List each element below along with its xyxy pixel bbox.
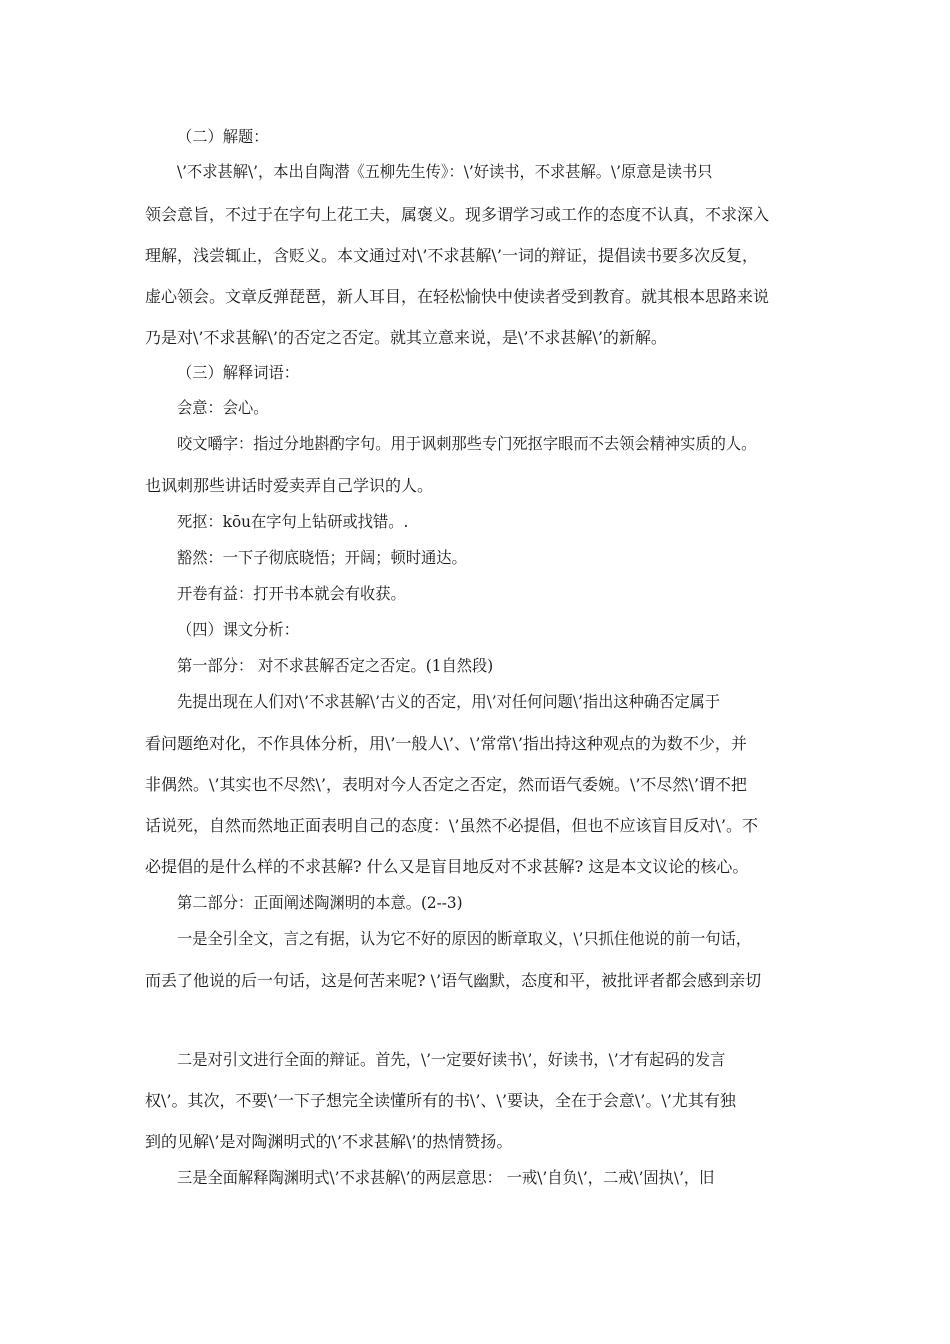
paragraph-line: 第一部分： 对不求甚解否定之否定。(1自然段): [177, 656, 494, 675]
paragraph-line: 虚心领会。文章反弹琵琶，新人耳目，在轻松愉快中使读者受到教育。就其根本思路来说: [145, 287, 770, 306]
paragraph-line: 必提倡的是什么样的不求甚解? 什么又是盲目地反对不求甚解? 这是本文议论的核心。: [145, 857, 749, 876]
paragraph-line: 领会意旨，不过于在字句上花工夫，属褒义。现多谓学习或工作的态度不认真，不求深入: [145, 205, 770, 224]
paragraph-line: 而丢了他说的后一句话，这是何苦来呢? \’语气幽默，态度和平，被批评者都会感到亲切: [145, 971, 762, 990]
heading-jieti: （二）解题：: [177, 127, 269, 146]
paragraph-line: 会意：会心。: [177, 398, 269, 417]
paragraph-line: 话说死，自然而然地正面表明自己的态度：\’虽然不必提倡，但也不应该盲目反对\’。不: [145, 816, 758, 835]
paragraph-line: 看问题绝对化，不作具体分析，用\’一般人\’、\’常常\’指出持这种观点的为数不少，并: [145, 734, 747, 753]
paragraph-line: 先提出现在人们对\’不求甚解\’古义的否定，用\’对任何问题\’指出这种确否定属于: [177, 692, 721, 711]
paragraph-line: 一是全引全文，言之有据，认为它不好的原因的断章取义，\’只抓住他说的前一句话，: [177, 929, 752, 948]
paragraph-line: 第二部分：正面阐述陶渊明的本意。(2--3): [177, 893, 463, 912]
paragraph-line: 死抠：kōu在字句上钻研或找错。.: [177, 512, 409, 531]
paragraph-line: 理解，浅尝辄止，含贬义。本文通过对\’不求甚解\’一词的辩证，提倡读书要多次反复，: [145, 246, 758, 265]
paragraph-line: 到的见解\’是对陶渊明式的\’不求甚解\’的热情赞扬。: [145, 1132, 513, 1151]
paragraph-line: 三是全面解释陶渊明式\’不求甚解\’的两层意思： 一戒\’自负\’，二戒\’固执\’，旧: [177, 1168, 715, 1187]
paragraph-line: 非偶然。\’其实也不尽然\’，表明对今人否定之否定，然而语气委婉。\’不尽然\’谓不把: [145, 775, 747, 794]
heading-ciyu: （三）解释词语：: [177, 363, 299, 382]
paragraph-line: 开卷有益：打开书本就会有收获。: [177, 584, 406, 603]
paragraph-line: 咬文嚼字：指过分地斟酌字句。用于讽刺那些专门死抠字眼而不去领会精神实质的人。: [177, 434, 757, 453]
paragraph-line: 豁然：一下子彻底晓悟；开阔；顿时通达。: [177, 548, 467, 567]
paragraph-line: 权\’。其次，不要\’一下子想完全读懂所有的书\’、\’要诀，全在于会意\’。\’尤其有独: [145, 1091, 736, 1110]
paragraph-line: 乃是对\’不求甚解\’的否定之否定。就其立意来说，是\’不求甚解\’的新解。: [145, 328, 667, 347]
paragraph-line: \’不求甚解\’，本出自陶潜《五柳先生传》：\’好读书，不求甚解。\’原意是读书只: [177, 162, 713, 181]
paragraph-line: 也讽刺那些讲话时爱卖弄自己学识的人。: [145, 476, 434, 495]
paragraph-line: 二是对引文进行全面的辩证。首先，\’一定要好读书\’，好读书，\’才有起码的发言: [177, 1050, 726, 1069]
heading-fenxi: （四）课文分析：: [177, 620, 299, 639]
